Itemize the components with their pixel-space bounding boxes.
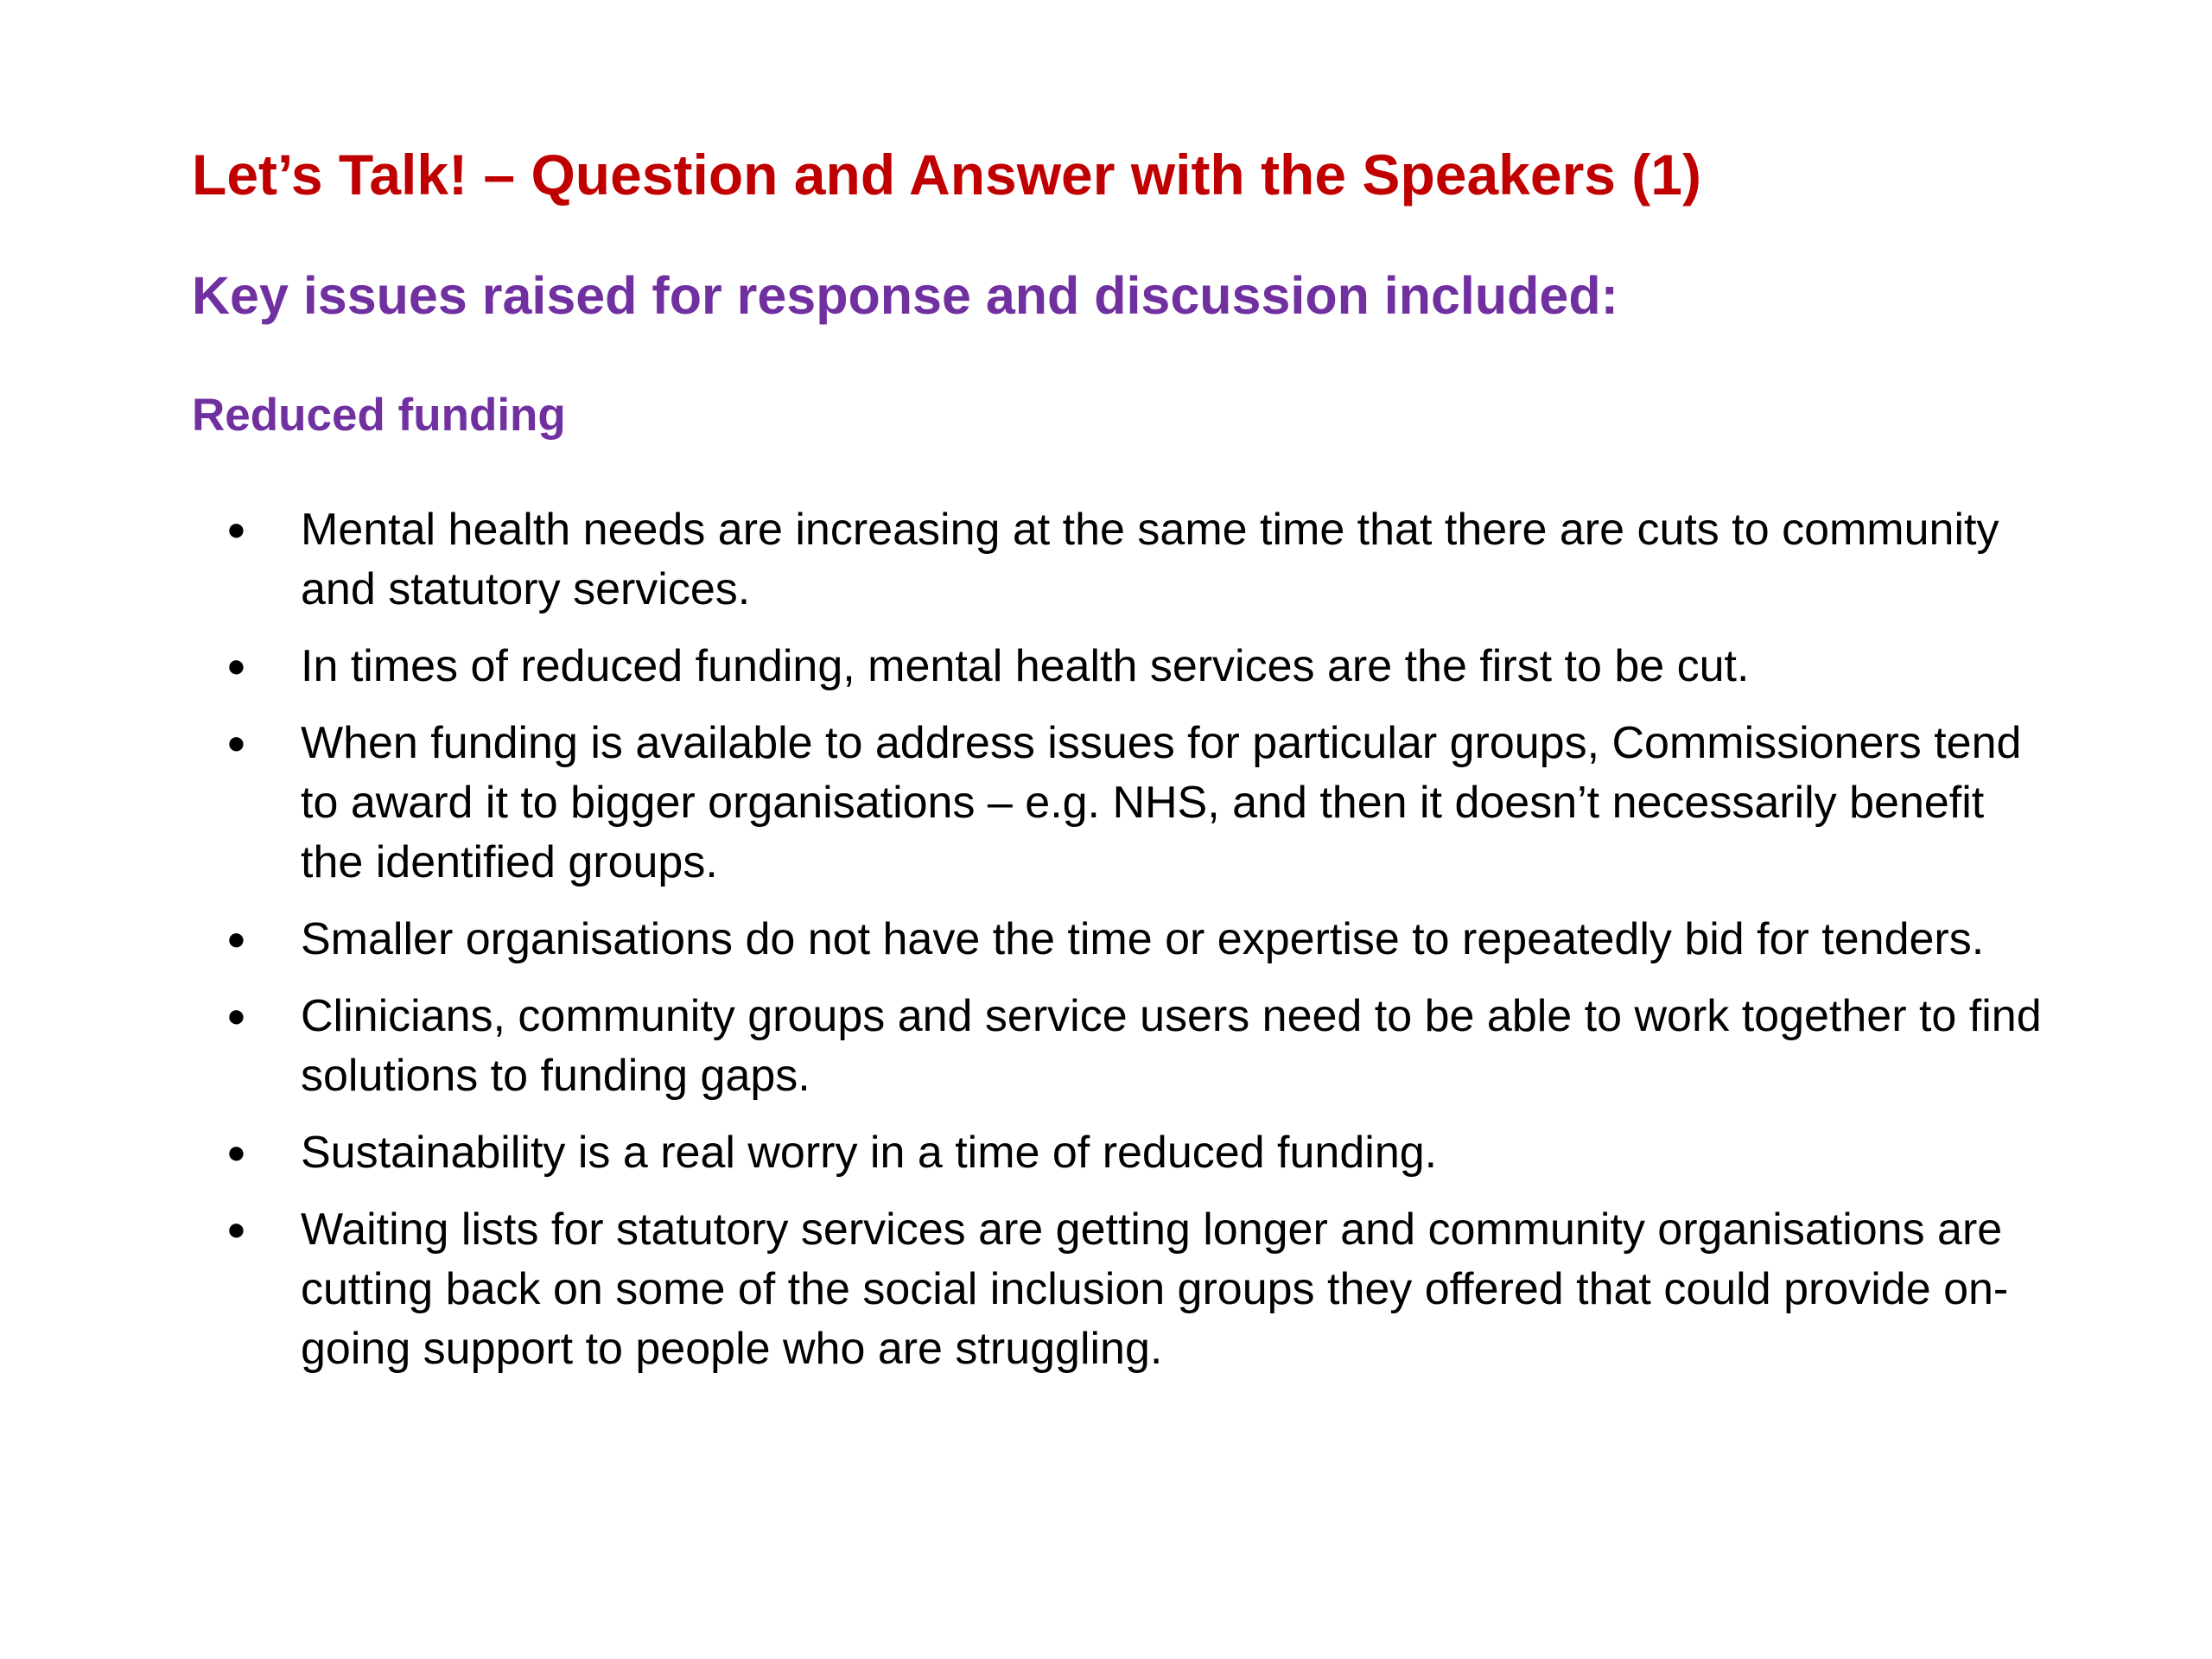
list-item-text: Sustainability is a real worry in a time of reduced funding.	[301, 1127, 1438, 1178]
section-heading: Reduced funding	[192, 390, 566, 442]
list-item	[192, 500, 2048, 620]
list-item-text: Clinicians, community groups and service users need to be able to work together to find solutions to funding gaps.	[301, 990, 2042, 1101]
bullet-icon: ●	[226, 647, 246, 684]
list-item-text: Smaller organisations do not have the time or expertise to repeatedly bid for tenders.	[301, 913, 1985, 964]
list-item	[192, 910, 2048, 969]
bullet-list	[192, 500, 2048, 1379]
bullet-icon: ●	[226, 920, 246, 957]
list-item-text: In times of reduced funding, mental health services are the first to be cut.	[301, 640, 1750, 691]
list-item	[192, 637, 2048, 696]
bullet-icon: ●	[226, 724, 246, 761]
list-item	[192, 1200, 2048, 1379]
list-item	[192, 1123, 2048, 1183]
list-item-text: Waiting lists for statutory services are getting longer and community organisations are cutting back on some of the social inclusion groups they offered that could provide on-going support to people who are struggling.	[301, 1204, 2009, 1374]
bullet-icon: ●	[226, 1134, 246, 1171]
list-item-text: When funding is available to address issues for particular groups, Commissioners tend to award it to bigger organisations – e.g. NHS, and then it doesn’t necessarily benefit the identified groups.	[301, 717, 2022, 887]
list-item-text: Mental health needs are increasing at the same time that there are cuts to community and statutory services.	[301, 504, 1999, 614]
page-subtitle: Key issues raised for response and discussion included:	[192, 266, 1618, 326]
bullet-icon: ●	[226, 1211, 246, 1248]
list-item	[192, 714, 2048, 893]
page-title: Let’s Talk! – Question and Answer with the Speakers (1)	[192, 143, 1701, 207]
bullet-icon: ●	[226, 511, 246, 548]
bullet-icon: ●	[226, 997, 246, 1034]
list-item	[192, 987, 2048, 1106]
